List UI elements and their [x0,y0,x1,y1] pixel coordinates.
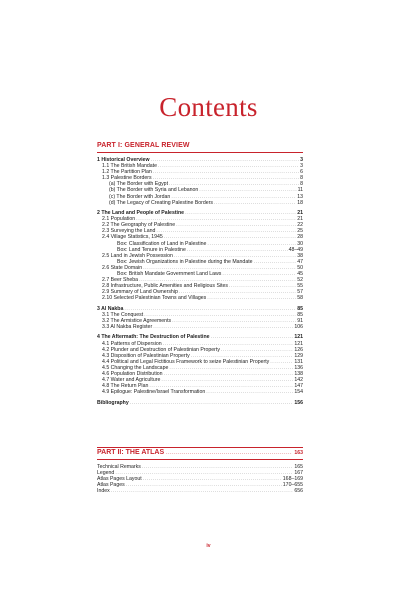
leader-dots [214,200,296,206]
toc-entry-title: 3 Al Nakba [97,305,124,312]
toc-entry-title: 4.3 Disposition of Palestinian Property [102,352,190,359]
toc-entry-page: 47 [297,258,303,265]
toc-entry-title: 2.1 Population [102,216,136,223]
toc-entry-title: Box: British Mandate Government Land Laws [117,270,222,277]
part2-page: 163 [294,450,303,456]
part2-toc [97,464,303,494]
toc-entry-page: 142 [294,377,303,384]
part2-divider [97,459,303,460]
toc-entry [97,389,303,395]
part2-heading: PART II: THE ATLAS [97,449,165,456]
toc-entry-title: 2.7 Beer Sheba [102,277,139,284]
toc-entry-title: Index [97,488,110,495]
toc-entry-page: 6 [300,169,303,176]
toc-entry-page: 55 [297,283,303,290]
toc-entry-title: Atlas Pages Layout [97,476,142,483]
toc-entry-title: 4.5 Changing the Landscape [102,364,169,371]
part1-divider [97,152,303,153]
leader-dots [153,324,293,330]
toc-chapter-entry [97,400,303,406]
toc-entry-title: 2.3 Surveying the Land [102,228,156,235]
toc-entry-page: 30 [297,240,303,247]
toc-entry-title: 1.1 The British Mandate [102,163,157,170]
toc-entry-page: 167 [294,470,303,477]
toc-entry-title: Legend [97,470,115,477]
toc-entry [97,324,303,330]
toc-entry-title: 4.7 Water and Agriculture [102,377,161,384]
part2-divider-top [97,447,303,448]
toc-entry [97,295,303,301]
toc-entry-title: 4.2 Plunder and Destruction of Palestinian Property [102,346,220,353]
toc-entry-page: 656 [294,488,303,495]
toc-entry-page: 13 [297,193,303,200]
toc-entry-title: 4.9 Epilogue: Palestine/Israel Transformation [102,389,206,396]
toc-entry-title: 1.3 Palestine Borders [102,175,152,182]
toc-entry-title: 3.3 Al Nakba Register [102,324,153,331]
toc-entry-title: 2 The Land and People of Palestine [97,210,185,217]
toc-entry-title: (d) The Legacy of Creating Palestine Borders [109,199,213,206]
toc-entry-page: 168–169 [282,476,303,483]
part2-heading-row [97,449,303,456]
toc-entry-page: 121 [294,340,303,347]
toc-entry-page: 38 [297,252,303,259]
toc-entry-title: (a) The Border with Egypt [109,181,169,188]
toc-entry-title: 2.6 State Domain [102,264,143,271]
toc-entry-page: 52 [297,277,303,284]
toc-entry-page: 129 [294,352,303,359]
toc-entry-title: Atlas Pages [97,482,125,489]
toc-entry-page: 170–655 [282,482,303,489]
toc-entry-title: 4 The Aftermath: The Destruction of Palestine [97,334,210,341]
toc-entry-page: 136 [294,364,303,371]
toc-entry-page: 3 [300,157,303,163]
toc-entry-title: 4.1 Patterns of Dispersion [102,340,162,347]
toc-entry-page: 138 [294,370,303,377]
toc-entry-page: 85 [297,305,303,312]
toc-entry-page: 126 [294,346,303,353]
toc-entry-page: 28 [297,234,303,241]
toc-entry-page: 18 [297,199,303,206]
toc-entry-page: 131 [294,358,303,365]
toc-entry-title: 4.8 The Return Plan [102,383,149,390]
leader-dots [130,400,294,406]
toc-entry-title: 2.2 The Geography of Palestine [102,222,176,229]
toc-entry-page: 21 [297,210,303,217]
toc-entry-title: Technical Remarks [97,464,141,470]
part1-toc [97,157,303,406]
toc-entry-title: 2.10 Selected Palestinian Towns and Villages [102,295,207,302]
toc-entry-page: 8 [300,175,303,182]
toc-entry-title: Box: Jewish Organizations in Palestine during the Mandate [117,258,253,265]
part1-heading: PART I: GENERAL REVIEW [97,142,190,149]
page-title: Contents [159,92,258,122]
leader-dots [206,389,293,395]
toc-entry-page: 25 [297,228,303,235]
toc-entry-title: 1.2 The Partition Plan [102,169,152,176]
toc-entry-page: 165 [294,464,303,470]
toc-entry-title: 2.8 Infrastructure, Public Amenities and Religious Sites [102,283,229,290]
toc-entry-title: 4.4 Political and Legal Fictitious Framework to seize Palestinian Property [102,358,270,365]
toc-entry-page: 21 [297,216,303,223]
toc-entry [97,200,303,206]
toc-chapter-entry [97,488,303,494]
toc-entry-page: 147 [294,383,303,390]
toc-entry-page: 91 [297,317,303,324]
toc-entry-title: Box: Land Tenure in Palestine [117,246,186,253]
toc-entry-page: 85 [297,311,303,318]
toc-entry-page: 154 [294,389,303,396]
toc-entry-title: Bibliography [97,399,129,406]
toc-entry-page: 121 [294,334,303,341]
toc-entry-page: 45 [297,270,303,277]
leader-dots [111,488,294,494]
toc-entry-page: 58 [297,295,303,302]
toc-entry-page: 156 [294,399,303,406]
toc-entry-page: 22 [297,222,303,229]
leader-dots [207,295,296,301]
toc-entry-page: 106 [294,324,303,331]
leader-dots [166,450,292,456]
toc-entry-title: Box: Classification of Land in Palestine [117,240,207,247]
toc-entry-title: 1 Historical Overview [97,157,150,163]
toc-entry-page: 48–49 [288,246,303,253]
toc-entry-page: 57 [297,289,303,296]
toc-entry-title: (c) The Border with Jordan [109,193,171,200]
toc-entry-title: 2.4 Village Statistics, 1945 [102,234,163,241]
toc-entry-title: (b) The Border with Syria and Lebanon [109,187,199,194]
toc-entry-title: 2.5 Land in Jewish Possession [102,252,173,259]
toc-entry-page: 8 [300,181,303,188]
toc-entry-page: 11 [297,187,303,194]
toc-entry-title: 3.1 The Conquest [102,311,144,318]
toc-entry-title: 4.6 Population Distribution [102,370,163,377]
toc-entry-page: 3 [300,163,303,170]
toc-entry-title: 2.9 Summary of Land Ownership [102,289,178,296]
toc-entry-title: 3.2 The Armistice Agreements [102,317,172,324]
page-number: iv [206,543,211,549]
toc-entry-page: 50 [297,264,303,271]
